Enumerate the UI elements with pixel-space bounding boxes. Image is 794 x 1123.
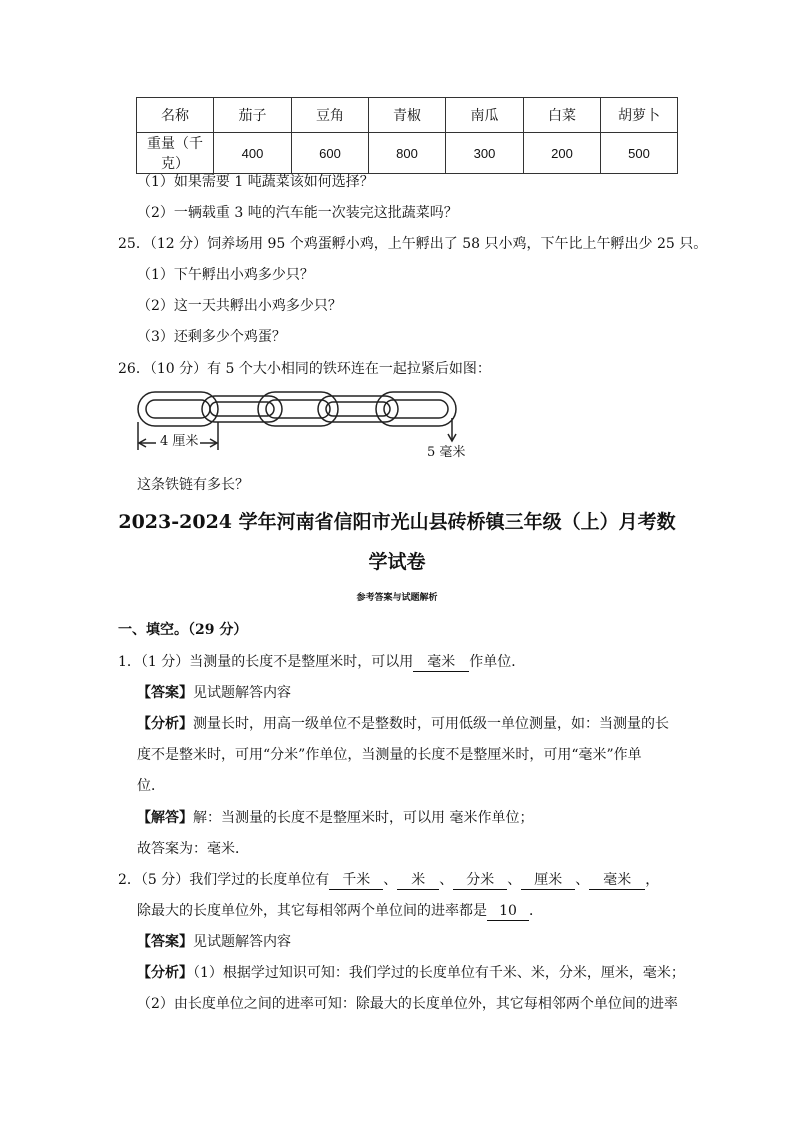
table-cell: 青椒 xyxy=(369,98,446,133)
table-cell: 名称 xyxy=(137,98,214,133)
answer-subtitle: 参考答案与试题解析 xyxy=(356,593,438,603)
chain-thickness-label: 5 毫米 xyxy=(427,445,466,460)
a1-solution xyxy=(137,808,533,828)
table-cell: 豆角 xyxy=(292,98,369,133)
chain-ring xyxy=(202,396,282,422)
table-cell: 白菜 xyxy=(524,98,601,133)
table-header-row xyxy=(137,98,678,133)
table-cell: 重量（千克） xyxy=(137,133,214,174)
answer-blank: 厘米 xyxy=(521,872,575,890)
answer-tag: 【答案】 xyxy=(137,934,193,950)
a1-conclusion: 故答案为：毫米． xyxy=(137,841,249,857)
answer-blank: 千米 xyxy=(329,872,383,890)
a1-stem xyxy=(118,652,525,672)
section-heading: 一、填空。（29 分） xyxy=(118,622,248,638)
answer-title: 2023-2024 学年河南省信阳市光山县砖桥镇三年级（上）月考数 xyxy=(118,511,676,533)
a1-stem-text: 1．（1 分）当测量的长度不是整厘米时，可以用 xyxy=(118,654,414,670)
analysis-text: 测量长时，用高一级单位不是整数时，可用低级一单位测量，如：当测量的长 xyxy=(193,716,669,732)
a2-stem-text: 除最大的长度单位外，其它每相邻两个单位间的进率都是 xyxy=(137,903,487,919)
q25-sub1: （1）下午孵出小鸡多少只？ xyxy=(137,267,314,283)
table-cell: 800 xyxy=(369,133,446,174)
separator: 、 xyxy=(383,872,398,888)
solution-tag: 【解答】 xyxy=(137,810,193,826)
separator: 、 xyxy=(575,872,590,888)
a2-stem xyxy=(118,870,659,890)
a2-answer xyxy=(137,932,291,952)
table-cell: 胡萝卜 xyxy=(601,98,678,133)
a1-analysis-line2: 度不是整米时，可用“分米”作单位，当测量的长度不是整厘米时，可用“毫米”作单 xyxy=(137,747,642,763)
q25-sub3: （3）还剩多少个鸡蛋？ xyxy=(137,329,286,345)
answer-title-cont: 学试卷 xyxy=(368,551,426,573)
chain-ring xyxy=(138,392,218,426)
a2-analysis xyxy=(137,963,685,983)
table-cell: 500 xyxy=(601,133,678,174)
q25-stem: 25．（12 分）饲养场用 95 个鸡蛋孵小鸡，上午孵出了 58 只小鸡，下午比上午孵出少 25 只。 xyxy=(118,236,708,252)
table-cell: 南瓜 xyxy=(446,98,524,133)
answer-text: 见试题解答内容 xyxy=(193,685,291,701)
analysis-tag: 【分析】 xyxy=(137,965,193,981)
table-cell: 400 xyxy=(214,133,292,174)
separator: ， xyxy=(645,872,660,888)
chain-width-label: 4 厘米 xyxy=(160,434,199,449)
a1-stem-text-end: 作单位． xyxy=(469,654,526,670)
q24-sub1: （1）如果需要 1 吨蔬菜该如何选择？ xyxy=(137,174,374,190)
vegetable-weight-table xyxy=(136,97,678,174)
answer-blank: 分米 xyxy=(453,872,507,890)
q24-sub2: （2）一辆载重 3 吨的汽车能一次装完这批蔬菜吗？ xyxy=(137,205,458,221)
separator: 、 xyxy=(439,872,454,888)
q25-sub2: （2）这一天共孵出小鸡多少只？ xyxy=(137,298,342,314)
a1-analysis-line3: 位． xyxy=(137,778,165,794)
a2-analysis-line2: （2）由长度单位之间的进率可知：除最大的长度单位外，其它每相邻两个单位间的进率 xyxy=(137,996,678,1012)
a1-analysis xyxy=(137,714,669,734)
table-cell: 300 xyxy=(446,133,524,174)
solution-text: 解：当测量的长度不是整厘米时，可以用 毫米作单位； xyxy=(193,810,534,826)
a2-stem-line2 xyxy=(137,901,543,921)
a2-stem-text: 2．（5 分）我们学过的长度单位有 xyxy=(118,872,330,888)
chain-figure xyxy=(134,388,474,468)
q26-stem: 26．（10 分）有 5 个大小相同的铁环连在一起拉紧后如图： xyxy=(118,361,491,377)
answer-text: 见试题解答内容 xyxy=(193,934,291,950)
chain-ring xyxy=(376,392,456,426)
separator: 、 xyxy=(507,872,522,888)
analysis-text: （1）根据学过知识可知：我们学过的长度单位有千米、米，分米，厘米，毫米； xyxy=(193,965,685,981)
answer-blank: 米 xyxy=(397,872,439,890)
table-row xyxy=(137,133,678,174)
a2-stem-text-end: ． xyxy=(529,903,543,919)
answer-blank: 毫米 xyxy=(413,654,469,672)
a1-answer xyxy=(137,683,291,703)
answer-tag: 【答案】 xyxy=(137,685,193,701)
table-cell: 600 xyxy=(292,133,369,174)
answer-blank: 毫米 xyxy=(589,872,645,890)
table-cell: 200 xyxy=(524,133,601,174)
analysis-tag: 【分析】 xyxy=(137,716,193,732)
answer-blank: 10 xyxy=(487,903,529,921)
q26-question: 这条铁链有多长？ xyxy=(137,477,249,493)
table-cell: 茄子 xyxy=(214,98,292,133)
